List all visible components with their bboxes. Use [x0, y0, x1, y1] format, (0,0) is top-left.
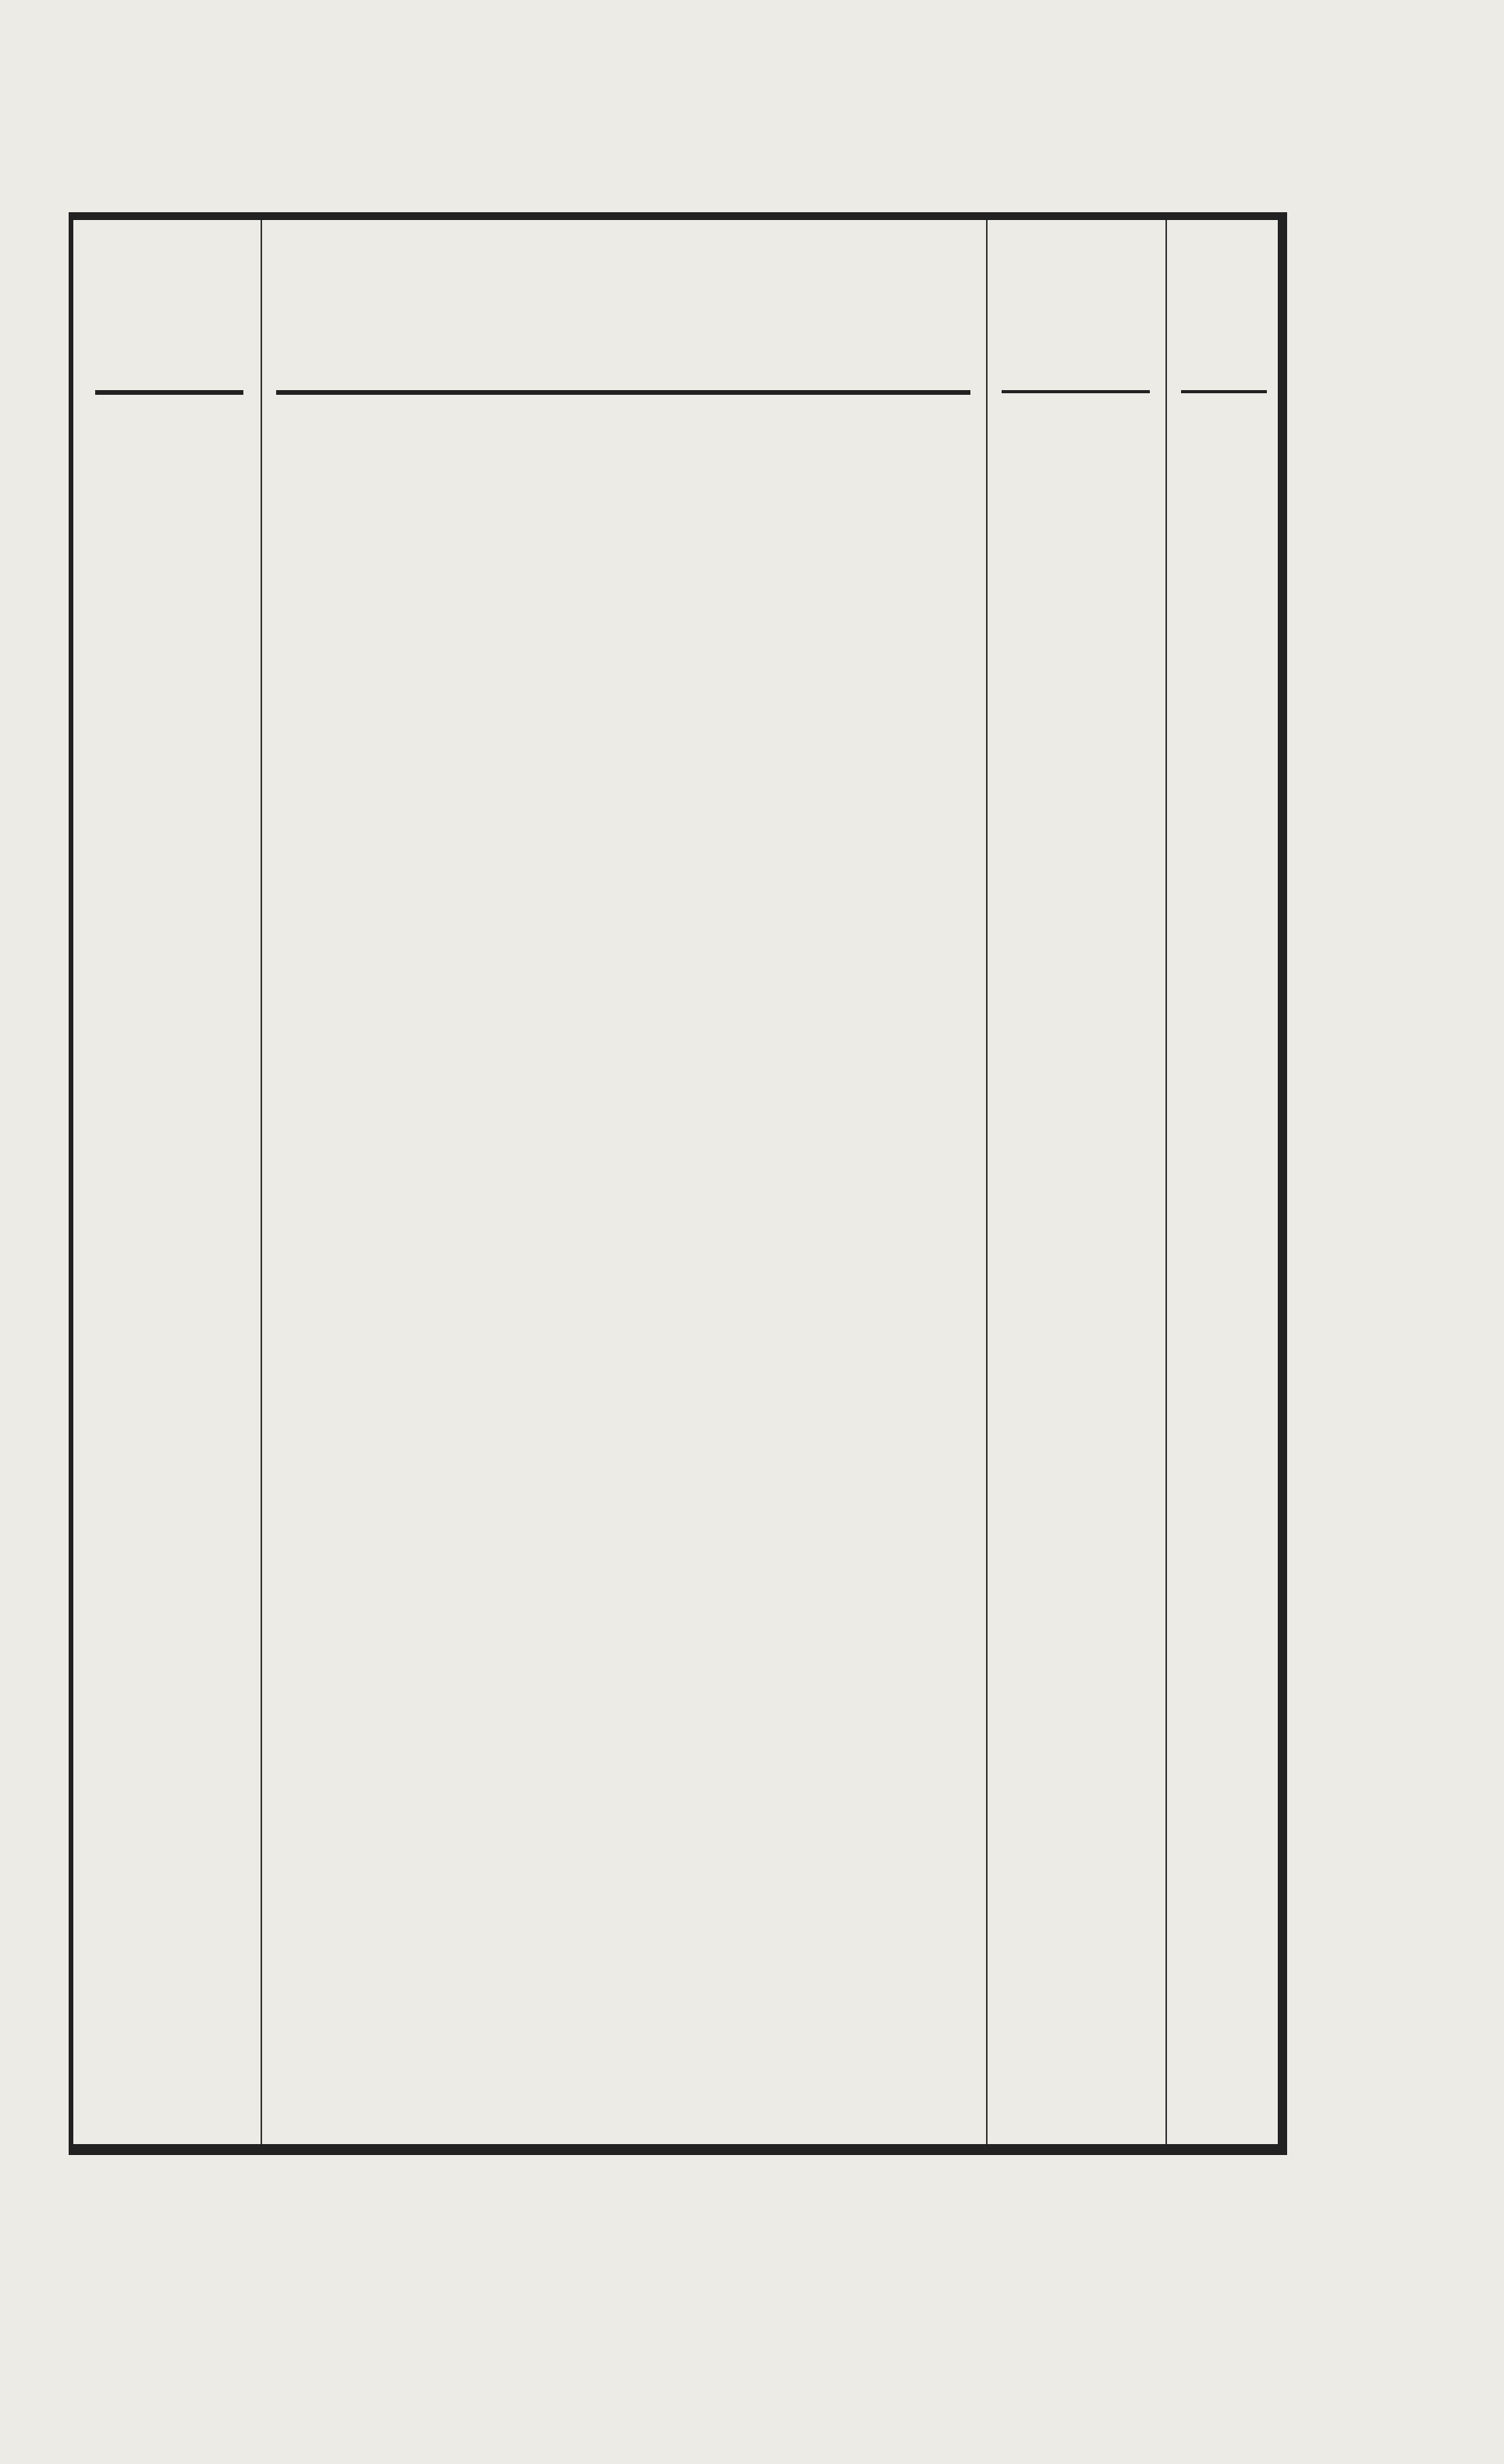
acts-table	[69, 212, 1287, 2155]
column-divider-titles	[986, 220, 988, 2144]
header-rule-titles	[276, 390, 970, 395]
column-divider-dates	[261, 220, 262, 2144]
header-rule-numeros	[1002, 390, 1150, 393]
header-rule-dates	[95, 390, 243, 395]
column-divider-numeros	[1165, 220, 1167, 2144]
header-rule-pages	[1181, 390, 1267, 393]
